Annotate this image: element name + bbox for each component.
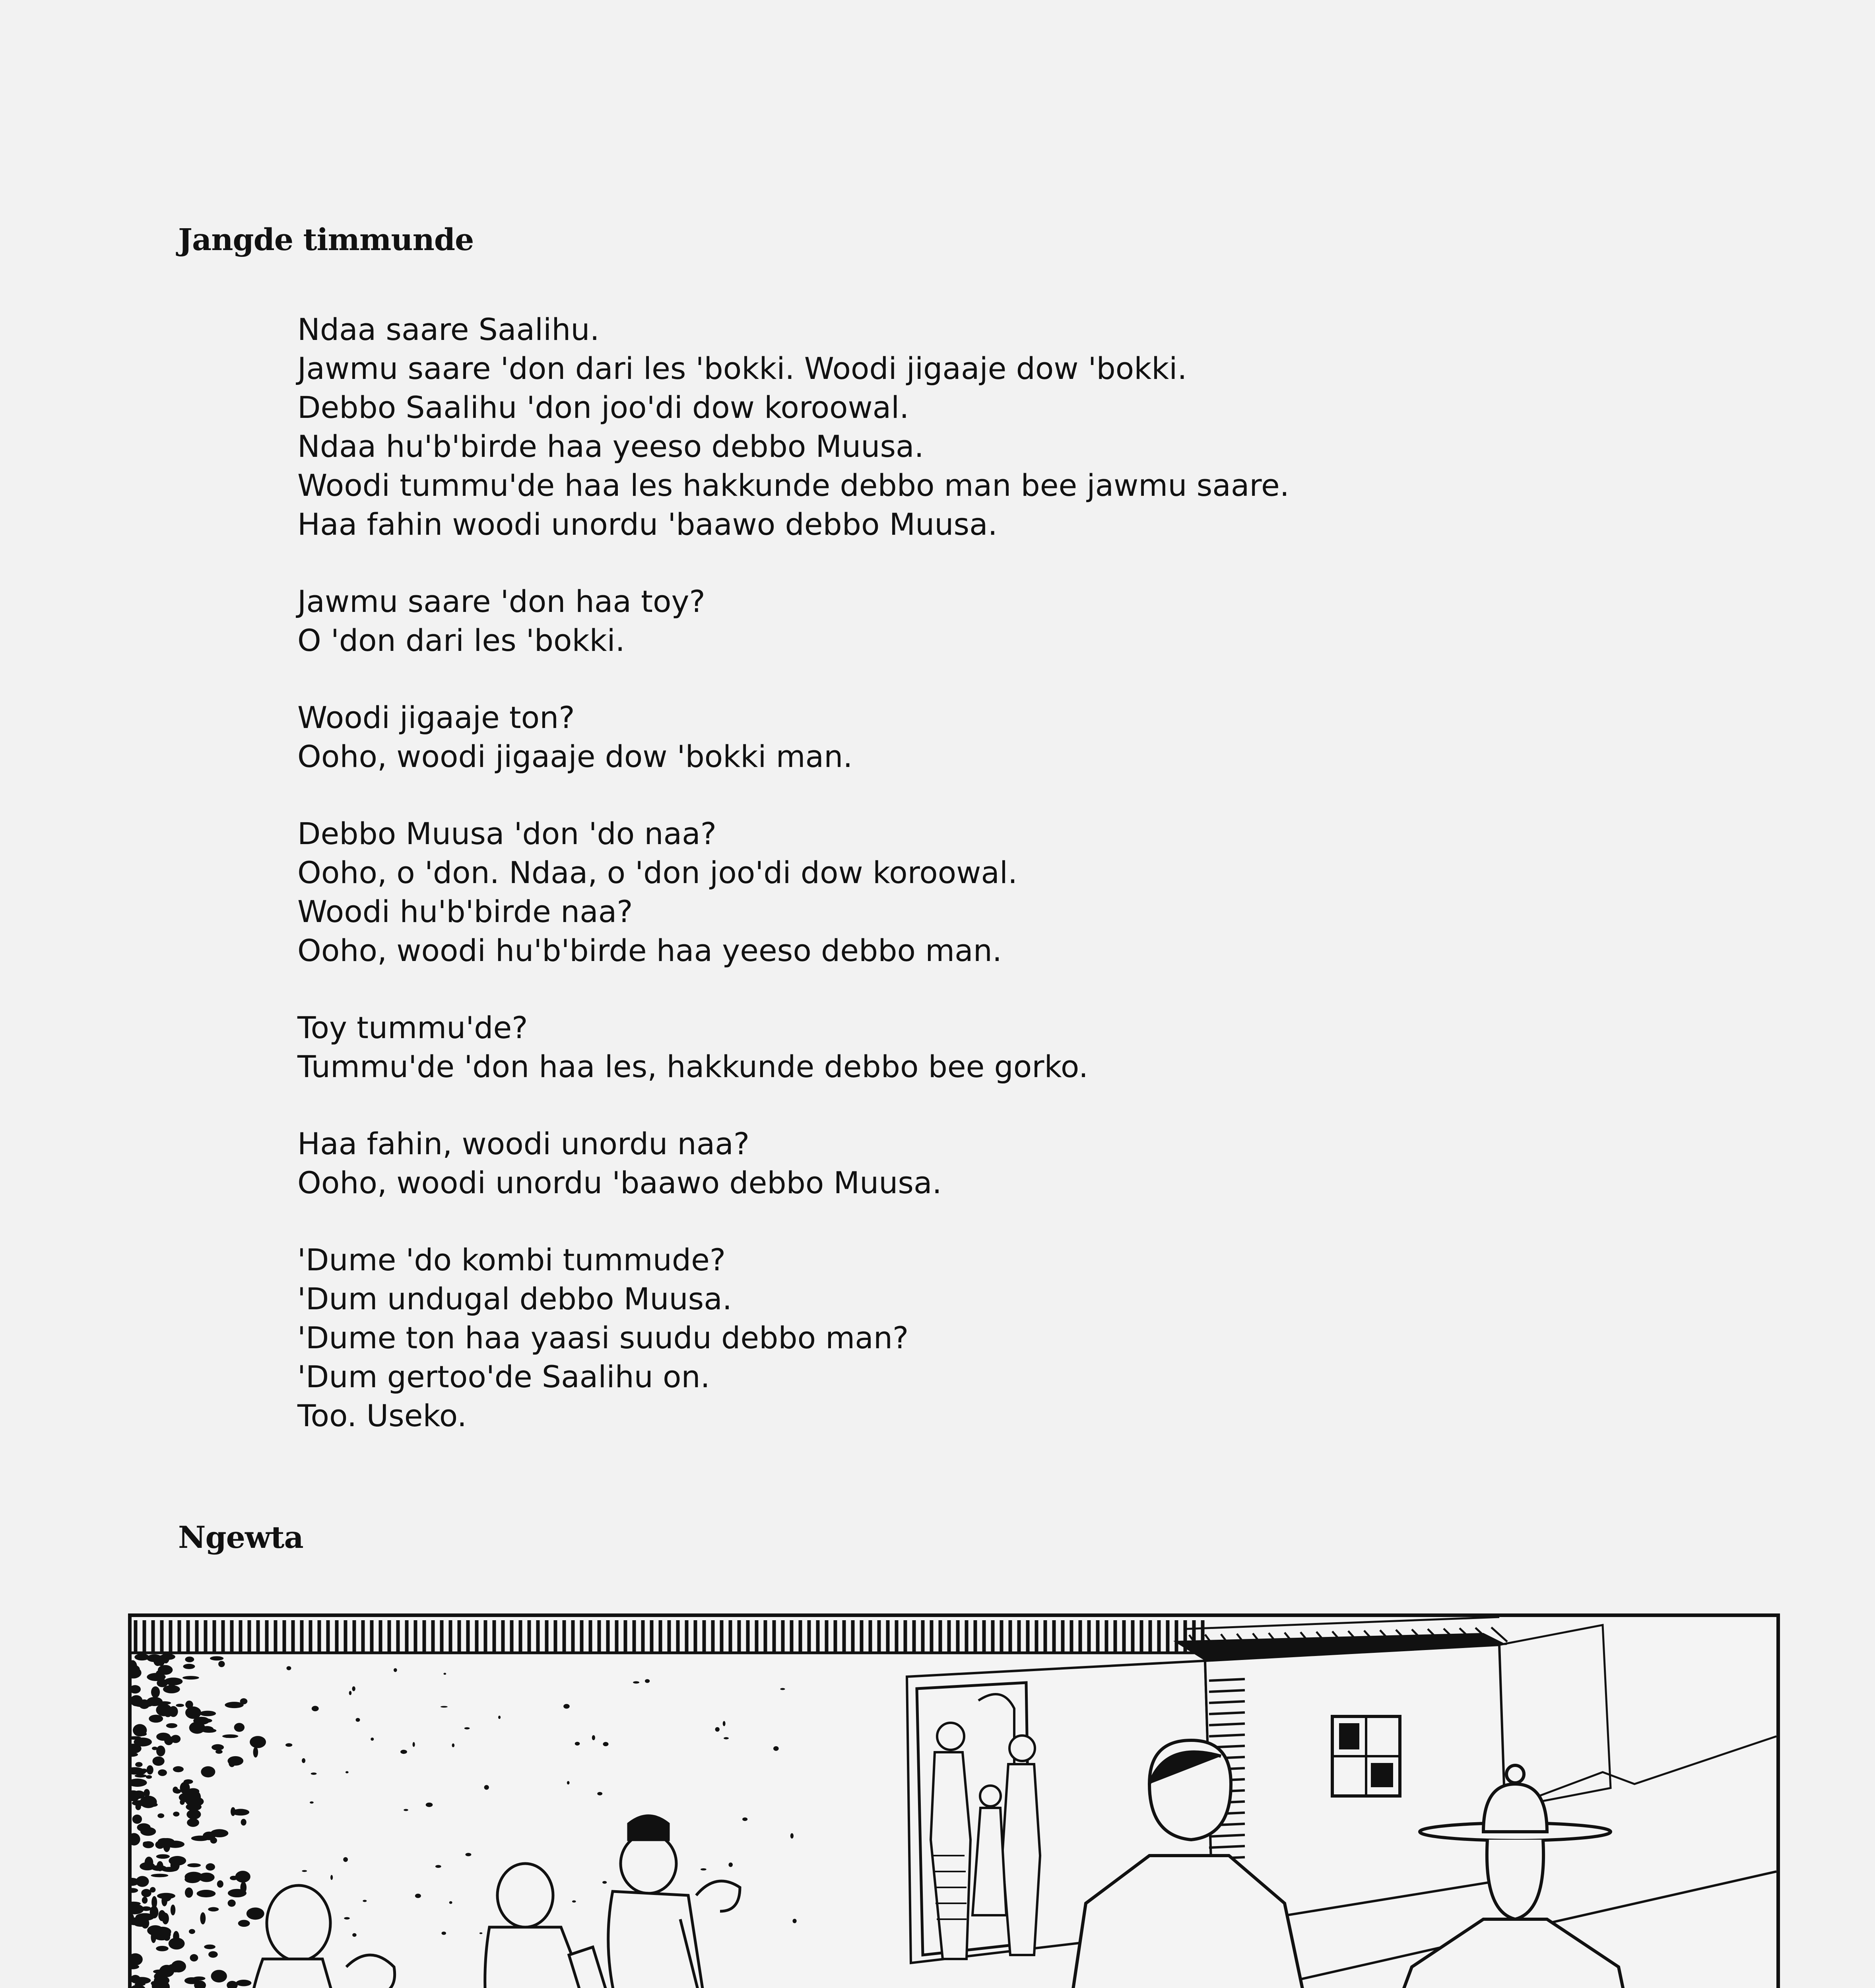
paragraph-gap [297,544,1289,582]
text-line: O 'don dari les 'bokki. [297,623,625,658]
text-line: 'Dume ton haa yaasi suudu debbo man? [297,1320,909,1355]
text-line: 'Dum gertoo'de Saalihu on. [297,1359,710,1394]
text-line: 'Dum undugal debbo Muusa. [297,1281,732,1316]
text-line: Woodi jigaaje ton? [297,700,575,735]
section-title-ngewta: Ngewta [178,1520,303,1555]
text-line: Woodi hu'b'birde naa? [297,894,633,929]
text-line: Haa fahin, woodi unordu naa? [297,1126,750,1161]
paragraph-gap [297,1086,1289,1124]
text-line: Debbo Saalihu 'don joo'di dow koroowal. [297,390,909,425]
reading-passage [297,310,1289,1435]
text-line: Ooho, woodi hu'b'birde haa yeeso debbo man. [297,933,1002,968]
paragraph-gap [297,776,1289,814]
text-line: Too. Useko. [297,1398,467,1433]
text-line: Ooho, woodi jigaaje dow 'bokki man. [297,739,853,774]
text-line: Jawmu saare 'don dari les 'bokki. Woodi jigaaje dow 'bokki. [297,351,1187,386]
text-line: Ndaa saare Saalihu. [297,312,600,347]
text-line: Jawmu saare 'don haa toy? [297,584,705,619]
text-line: Toy tummu'de? [297,1010,528,1045]
text-line: Ooho, woodi unordu 'baawo debbo Muusa. [297,1165,942,1200]
paragraph-gap [297,970,1289,1008]
section-title-jangde: Jangde timmunde [178,222,474,257]
text-line: Debbo Muusa 'don 'do naa? [297,816,717,851]
text-line: Ooho, o 'don. Ndaa, o 'don joo'di dow koroowal. [297,855,1018,890]
village-scene-drawing [132,1617,1776,1988]
paragraph-gap [297,1202,1289,1241]
paragraph-gap [297,660,1289,698]
text-line: Tummu'de 'don haa les, hakkunde debbo bee gorko. [297,1049,1089,1084]
illustration-village-scene [128,1613,1780,1988]
text-line: 'Dume 'do kombi tummude? [297,1242,726,1277]
text-line: Ndaa hu'b'birde haa yeeso debbo Muusa. [297,429,924,464]
text-line: Woodi tummu'de haa les hakkunde debbo man bee jawmu saare. [297,468,1289,503]
text-line: Haa fahin woodi unordu 'baawo debbo Muusa. [297,507,998,542]
